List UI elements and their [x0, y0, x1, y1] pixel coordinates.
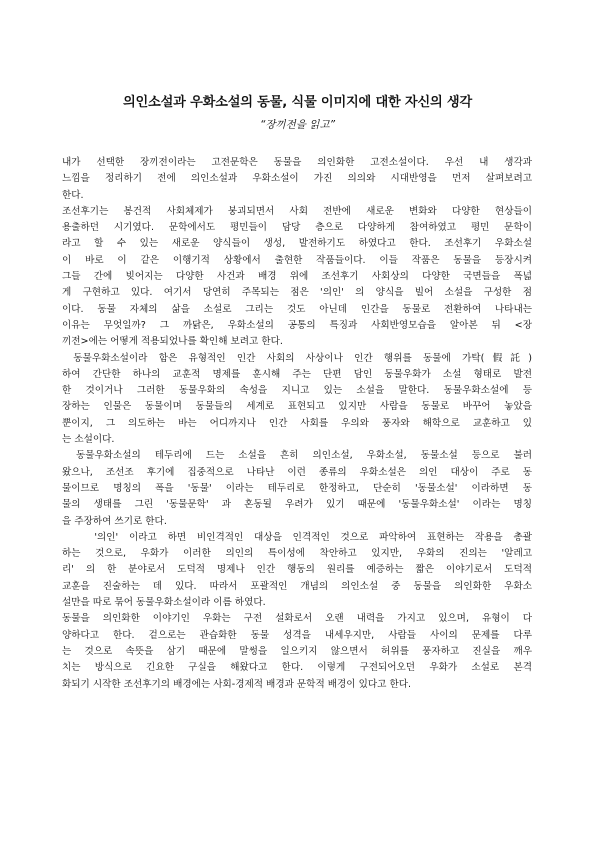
body-line: 그들 간에 빚어지는 다양한 사건과 배경 위에 조선후기 사회상의 다양한 국면들을 폭넓 [62, 271, 532, 283]
body-line: 물의 생태를 그린 '동물문학' 과 혼동될 우려가 있기 때문에 '동물우화소설' 이라는 명칭 [62, 499, 532, 511]
body-line: 게 구현하고 있다. 여기서 당연히 주목되는 점은 '의인' 의 양식을 빌어 소설을 구성한 점 [62, 287, 532, 299]
body-line: 장하는 인물은 동물이며 동물들의 세계로 표현되고 있지만 사람을 동물로 바꾸어 놓았을 [62, 401, 532, 413]
body-line: 라고 할 수 있는 새로운 양식들이 생성, 발전하기도 하였다고 한다. 조선후기 우화소설 [62, 238, 532, 250]
body-line: 한다. [62, 189, 84, 201]
body-line: 동물우화소설의 테두리에 드는 소설을 흔히 의인소설, 우화소설, 동물소설 등으로 불러 [62, 450, 532, 462]
body-line: 물이므로 명칭의 폭을 '동물' 이라는 테두리로 한정하고, 단순히 '동물소설' 이라하면 동 [62, 482, 532, 494]
body-line: 뿐이지, 그 의도하는 바는 어디까지나 인간 사회를 우의와 풍자와 해학으로 교훈하고 있 [62, 417, 532, 429]
body-line: 느낌을 정리하기 전에 의인소설과 우화소설이 가진 의의와 시대반영을 먼저 살펴보려고 [62, 173, 532, 185]
body-line: 한 것이거나 그러한 동물우화의 속성을 지니고 있는 소설을 말한다. 동물우화소설에 등 [62, 385, 532, 397]
body-line: 는 소설이다. [62, 434, 115, 446]
body-line: 동물우화소설이라 함은 유형적인 인간 사회의 사상이나 인간 행위를 동물에 가탁(假託) [62, 352, 532, 364]
body-line: 설만을 따로 묶어 동물우화소설이라 이름 하였다. [62, 597, 266, 609]
body-line: 치는 방식으로 긴요한 구실을 해왔다고 한다. 이렇게 구전되어오던 우화가 소설로 본격 [62, 662, 532, 674]
body-line: 왔으나, 조선조 후기에 집중적으로 나타난 이런 종류의 우화소설은 의인 대상이 주로 동 [62, 466, 532, 478]
body-line: 양하다고 한다. 겉으로는 관습화한 동물 성격을 내세우지만, 사람들 사이의 문제를 다루 [62, 629, 532, 641]
body-line: 하여 간단한 하나의 교훈적 명제를 훈시해 주는 단편 담인 동물우화가 소설 형태로 발전 [62, 368, 532, 380]
body-line: 이 바로 이 같은 이행기적 상황에서 출현한 작품들이다. 이들 작품은 동물을 등장시켜 [62, 254, 532, 266]
body-line: 교훈을 진술하는 데 있다. 따라서 포괄적인 개념의 의인소설 중 동물을 의인화한 우화소 [62, 580, 532, 592]
document-subtitle: “장끼전을 읽고” [259, 119, 336, 131]
body-line: 하는 것으로, 우화가 이러한 의인의 특이성에 착안하고 있지만, 우화의 진의는 '알레고 [62, 548, 532, 560]
body-line: 내가 선택한 장끼전이라는 고전문학은 동물을 의인화한 고전소설이다. 우선 내 생각과 [62, 157, 532, 168]
body-line: 용출하던 시기였다. 문학에서도 평민들이 담당 층으로 다양하게 참여하였고 평민 문학이 [62, 222, 532, 234]
body-line: 화되기 시작한 조선후기의 배경에는 사회-경제적 배경과 문학적 배경이 있다고 한다. [62, 678, 412, 690]
body-line: 끼전>에는 어떻게 적용되었나를 확인해 보려고 한다. [62, 336, 283, 348]
body-line: 는 것으로 속뜻을 삼기 때문에 말썽을 일으키지 않으면서 허위를 풍자하고 진실을 깨우 [62, 645, 532, 657]
body-text [62, 155, 532, 693]
body-line: 조선후기는 봉건적 사회체제가 붕괴되면서 사회 전반에 새로운 변화와 다양한 현상들이 [62, 205, 532, 217]
body-line: 동물을 의인화한 이야기인 우화는 구전 설화로서 오랜 내력을 가지고 있으며, 유형이 다 [62, 613, 532, 625]
document-title: 의인소설과 우화소설의 동물, 식물 이미지에 대한 자신의 생각 [122, 95, 473, 110]
body-line: 이유는 무엇일까? 그 까닭은, 우화소설의 공통의 특징과 사회반영모습을 알아본 뒤 <장 [62, 319, 532, 331]
body-line: 이다. 동물 자체의 삶을 소설로 그리는 것도 아닌데 인간을 동물로 전환하여 나타내는 [62, 303, 532, 315]
body-line: 리' 의 한 분야로서 도덕적 명제나 인간 행동의 원리를 예증하는 짧은 이야기로서 도덕적 [62, 564, 532, 576]
body-line: '의인' 이라고 하면 비인격적인 대상을 인격적인 것으로 파악하여 표현하는 작용을 총괄 [62, 531, 532, 543]
body-line: 을 주장하여 쓰기로 한다. [62, 515, 167, 527]
